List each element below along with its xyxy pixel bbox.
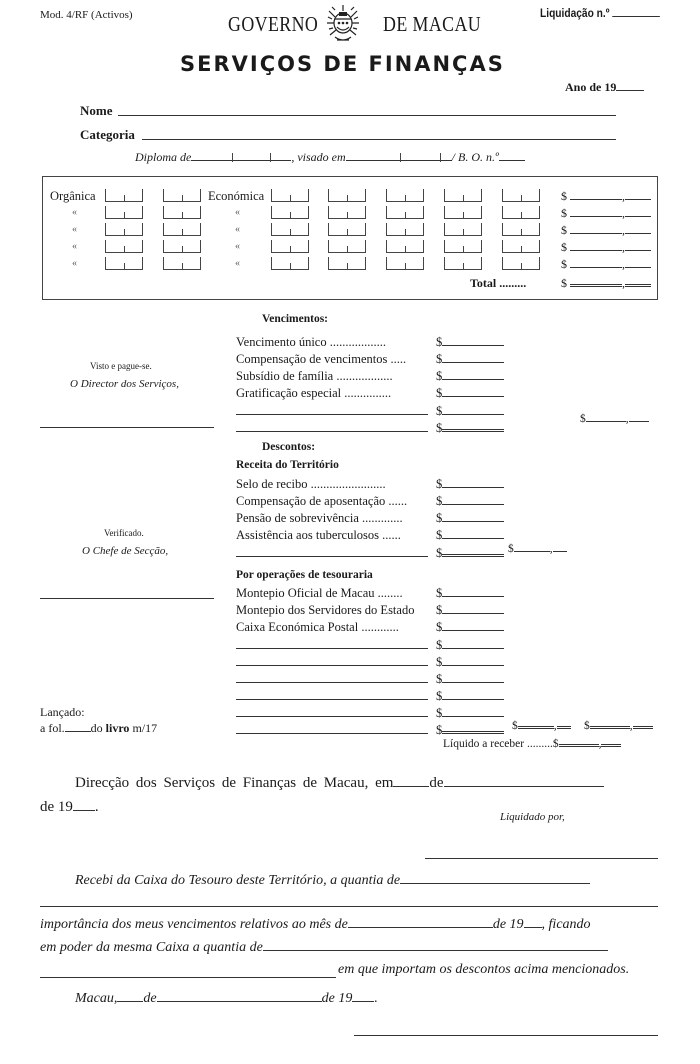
liquidado-signature-line[interactable] — [425, 858, 658, 859]
receipt-amount-input[interactable] — [400, 883, 590, 884]
receipt-month-input[interactable] — [348, 927, 493, 928]
organica-label: Orgânica — [50, 189, 96, 203]
economica-code-box[interactable] — [328, 257, 366, 270]
chefe-title: O Chefe de Secção, — [82, 545, 169, 557]
ledger-row[interactable] — [236, 586, 504, 601]
ledger-row[interactable] — [236, 620, 504, 635]
receipt-line5: em que importam os descontos acima mencionados. — [338, 962, 630, 977]
receita-heading: Receita do Território — [236, 459, 339, 471]
amount-input[interactable] — [442, 521, 504, 522]
total-label: Total ......... — [470, 276, 527, 290]
currency-sign: $ — [436, 477, 443, 491]
category-label: Categoria — [80, 127, 135, 142]
date-tick — [270, 153, 271, 162]
amount-input[interactable] — [442, 362, 504, 363]
ledger-label: Compensação de aposentação ...... — [236, 494, 408, 508]
economica-code-box[interactable] — [386, 206, 424, 219]
final-amount-3[interactable]: $ , — [584, 720, 653, 732]
currency-sign: $ — [436, 404, 443, 418]
vencimentos-total[interactable]: $ , — [580, 413, 649, 425]
ledger-blank-label[interactable] — [236, 654, 428, 666]
tesouraria-heading: Por operações de tesouraria — [236, 569, 373, 581]
ledger-row[interactable] — [236, 420, 504, 436]
amount-input[interactable] — [442, 716, 504, 717]
ledger-blank-label[interactable] — [236, 722, 428, 734]
ledger-blank-label[interactable] — [236, 403, 428, 415]
verificado-label: Verificado. — [104, 528, 144, 538]
ditto-mark: « — [72, 258, 77, 269]
ledger-row[interactable] — [236, 511, 504, 526]
economica-code-box[interactable] — [502, 240, 540, 253]
receipt-date-month-input[interactable] — [157, 1001, 322, 1002]
receipt-amount-continuation[interactable] — [40, 906, 658, 907]
ditto-mark: « — [235, 258, 240, 269]
economica-code-box[interactable] — [444, 240, 482, 253]
direccao-month-input[interactable] — [444, 786, 604, 787]
year-label: Ano de 19 — [565, 80, 617, 94]
receipt-retained-continuation[interactable] — [40, 977, 336, 978]
ledger-row[interactable] — [236, 369, 504, 384]
ledger-row[interactable] — [236, 403, 504, 419]
ledger-label: Vencimento único .................. — [236, 335, 386, 349]
ledger-row[interactable] — [236, 528, 504, 543]
ledger-row[interactable] — [236, 705, 504, 721]
diploma-label: Diploma de — [135, 150, 192, 164]
amount-input[interactable] — [442, 345, 504, 346]
amount-input[interactable] — [442, 613, 504, 614]
organica-code-box[interactable] — [163, 223, 201, 236]
economica-code-box[interactable] — [444, 223, 482, 236]
lancado-fol-row[interactable]: a fol. do livro m/17 — [40, 721, 158, 735]
ditto-mark: « — [72, 241, 77, 252]
final-amount-2[interactable]: $ , — [512, 720, 571, 732]
ledger-label: Gratificação especial ............... — [236, 386, 392, 400]
currency-sign: $ — [436, 723, 443, 737]
ledger-row[interactable] — [236, 722, 504, 738]
currency-sign: $ — [436, 494, 443, 508]
organica-code-box[interactable] — [105, 257, 143, 270]
amount-input[interactable] — [442, 554, 504, 557]
receipt-year-input[interactable] — [524, 927, 542, 928]
receipt-date-row: Macau, de de 19 . — [75, 991, 378, 1006]
total-amount[interactable]: $ , — [561, 276, 651, 291]
amount-input[interactable] — [442, 396, 504, 397]
amount-input[interactable] — [442, 731, 504, 734]
name-input[interactable] — [118, 115, 616, 116]
liquidacao-label: Liquidação n.º — [540, 6, 610, 20]
form-code: Mod. 4/RF (Activos) — [40, 9, 133, 21]
amount-row-2[interactable]: $ , — [561, 206, 651, 221]
direccao-line1: Direcção dos Serviços de Finanças de Macau, em de — [75, 775, 604, 792]
economica-code-box[interactable] — [271, 223, 309, 236]
economica-code-box[interactable] — [502, 189, 540, 202]
amount-input[interactable] — [442, 487, 504, 488]
bo-label: / B. O. n.º — [451, 150, 499, 164]
liquido-label: Líquido a receber ......... — [443, 738, 553, 750]
ledger-label: Assistência aos tuberculosos ...... — [236, 528, 401, 542]
ledger-row[interactable] — [236, 637, 504, 653]
amount-input[interactable] — [442, 429, 504, 432]
amount-input[interactable] — [442, 682, 504, 683]
economica-code-box[interactable] — [386, 257, 424, 270]
organica-code-box[interactable] — [105, 189, 143, 202]
amount-row-1[interactable]: $ , — [561, 189, 651, 204]
director-title: O Director dos Serviços, — [70, 378, 179, 390]
ledger-label: Pensão de sobrevivência ............. — [236, 511, 403, 525]
economica-code-box[interactable] — [444, 206, 482, 219]
organica-code-box[interactable] — [163, 189, 201, 202]
economica-code-box[interactable] — [502, 257, 540, 270]
economica-code-box[interactable] — [271, 257, 309, 270]
ledger-blank-label[interactable] — [236, 671, 428, 683]
ledger-row[interactable] — [236, 352, 504, 367]
ledger-row[interactable] — [236, 477, 504, 492]
descontos-heading: Descontos: — [262, 441, 316, 453]
receita-total[interactable]: $ , — [508, 543, 567, 555]
economica-code-box[interactable] — [502, 223, 540, 236]
gov-title-left: GOVERNO — [228, 12, 319, 36]
visto-label: Visto e pague-se. — [90, 361, 152, 371]
ledger-row[interactable] — [236, 603, 504, 618]
liquido-row[interactable]: Líquido a receber .........$ , — [443, 738, 621, 750]
date-tick — [232, 153, 233, 162]
economica-code-box[interactable] — [502, 206, 540, 219]
ditto-mark: « — [72, 224, 77, 235]
receipt-date-year-input[interactable] — [352, 1001, 374, 1002]
ledger-row[interactable] — [236, 545, 504, 561]
economica-code-box[interactable] — [444, 257, 482, 270]
currency-sign: $ — [436, 672, 443, 686]
chefe-signature-line[interactable] — [40, 598, 214, 599]
ledger-label: Montepio Oficial de Macau ........ — [236, 586, 403, 600]
date-tick — [440, 153, 441, 162]
page-title: SERVIÇOS DE FINANÇAS — [180, 52, 505, 76]
amount-input[interactable] — [442, 596, 504, 597]
currency-sign: $ — [436, 689, 443, 703]
receipt-line3: importância dos meus vencimentos relativos ao mês de de 19 , ficando — [40, 917, 591, 932]
receipt-line1: Recebi da Caixa do Tesouro deste Território, a quantia de — [75, 873, 590, 889]
amount-input[interactable] — [442, 504, 504, 505]
direccao-line2: de 19 . — [40, 799, 99, 815]
organica-code-box[interactable] — [105, 206, 143, 219]
ledger-label: Subsídio de família .................. — [236, 369, 393, 383]
economica-code-box[interactable] — [271, 189, 309, 202]
fol-input[interactable] — [65, 731, 91, 732]
ditto-mark: « — [235, 224, 240, 235]
economica-label: Económica — [208, 189, 265, 203]
currency-sign: $ — [436, 620, 443, 634]
ledger-label: Montepio dos Servidores do Estado — [236, 603, 415, 617]
ledger-blank-label[interactable] — [236, 705, 428, 717]
amount-input[interactable] — [442, 379, 504, 380]
diploma-row — [135, 150, 525, 165]
direccao-year-input[interactable] — [73, 810, 95, 811]
currency-sign: $ — [436, 352, 443, 366]
ledger-row[interactable] — [236, 671, 504, 687]
year-field[interactable] — [565, 80, 644, 95]
currency-sign: $ — [436, 638, 443, 652]
organica-code-box[interactable] — [163, 257, 201, 270]
recipient-signature-line[interactable] — [354, 1035, 658, 1036]
ledger-blank-label[interactable] — [236, 545, 428, 557]
currency-sign: $ — [436, 586, 443, 600]
currency-sign: $ — [436, 421, 443, 435]
ledger-label: Selo de recibo ........................ — [236, 477, 386, 491]
economica-code-box[interactable] — [328, 240, 366, 253]
currency-sign: $ — [436, 335, 443, 349]
year-blank[interactable] — [616, 90, 644, 91]
organica-code-box[interactable] — [163, 240, 201, 253]
visado-label: , visado em — [291, 150, 346, 164]
ledger-label: Caixa Económica Postal ............ — [236, 620, 399, 634]
ledger-blank-label[interactable] — [236, 688, 428, 700]
ledger-row[interactable] — [236, 386, 504, 401]
category-input[interactable] — [142, 139, 616, 140]
liquidado-por-label: Liquidado por, — [500, 811, 565, 823]
amount-input[interactable] — [442, 538, 504, 539]
receipt-line4: em poder da mesma Caixa a quantia de — [40, 940, 608, 956]
direccao-day-input[interactable] — [393, 786, 429, 787]
currency-sign: $ — [436, 386, 443, 400]
economica-code-box[interactable] — [444, 189, 482, 202]
coat-of-arms-icon — [325, 3, 361, 43]
ditto-mark: « — [235, 207, 240, 218]
economica-code-box[interactable] — [328, 189, 366, 202]
organica-code-box[interactable] — [105, 223, 143, 236]
ledger-row[interactable] — [236, 494, 504, 509]
ledger-blank-label[interactable] — [236, 420, 428, 432]
economica-code-box[interactable] — [271, 206, 309, 219]
director-signature-line[interactable] — [40, 427, 214, 428]
economica-code-box[interactable] — [328, 206, 366, 219]
receipt-retained-input[interactable] — [263, 950, 608, 951]
organica-code-box[interactable] — [105, 240, 143, 253]
receipt-day-input[interactable] — [117, 1001, 143, 1002]
ledger-row[interactable] — [236, 654, 504, 670]
name-label: Nome — [80, 103, 113, 118]
economica-code-box[interactable] — [328, 223, 366, 236]
amount-input[interactable] — [442, 414, 504, 415]
currency-sign: $ — [436, 369, 443, 383]
liquidacao-blank[interactable] — [612, 16, 660, 17]
vencimentos-heading: Vencimentos: — [262, 313, 329, 325]
economica-code-box[interactable] — [386, 240, 424, 253]
currency-sign: $ — [436, 603, 443, 617]
amount-input[interactable] — [442, 630, 504, 631]
ditto-mark: « — [235, 241, 240, 252]
diploma-date-input[interactable] — [191, 160, 291, 161]
economica-code-box[interactable] — [386, 189, 424, 202]
gov-title-right: DE MACAU — [383, 12, 482, 36]
ledger-blank-label[interactable] — [236, 637, 428, 649]
amount-input[interactable] — [442, 699, 504, 700]
currency-sign: $ — [436, 528, 443, 542]
visado-date-input[interactable] — [346, 160, 452, 161]
amount-input[interactable] — [442, 665, 504, 666]
economica-code-box[interactable] — [271, 240, 309, 253]
currency-sign: $ — [436, 511, 443, 525]
ledger-row[interactable] — [236, 335, 504, 350]
date-tick — [400, 153, 401, 162]
amount-row-5[interactable]: $ , — [561, 257, 651, 272]
economica-code-box[interactable] — [386, 223, 424, 236]
amount-row-4[interactable]: $ , — [561, 240, 651, 255]
amount-input[interactable] — [442, 648, 504, 649]
currency-sign: $ — [436, 655, 443, 669]
amount-row-3[interactable]: $ , — [561, 223, 651, 238]
liquidacao-field[interactable] — [540, 6, 660, 20]
ditto-mark: « — [72, 207, 77, 218]
bo-number-input[interactable] — [499, 160, 525, 161]
ledger-row[interactable] — [236, 688, 504, 704]
currency-sign: $ — [436, 546, 443, 560]
currency-sign: $ — [436, 706, 443, 720]
ledger-label: Compensação de vencimentos ..... — [236, 352, 407, 366]
lancado-label: Lançado: — [40, 705, 85, 719]
organica-code-box[interactable] — [163, 206, 201, 219]
